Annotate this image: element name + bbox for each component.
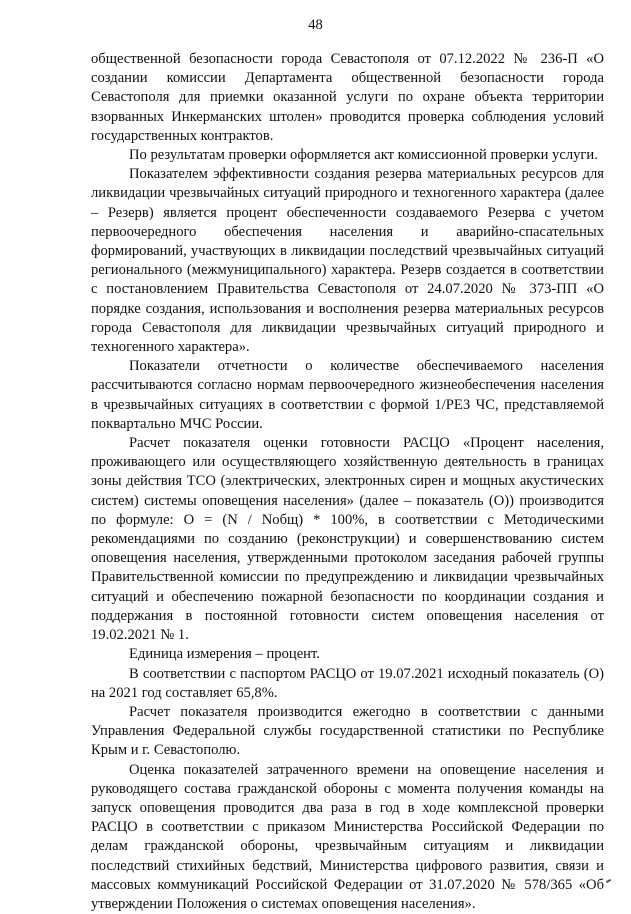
document-body: [91, 50, 604, 914]
paragraph-annual-calculation: Расчет показателя производится ежегодно в соответствии с данными Управления Федеральной службы государственной статистики по Республике Крым и г. Севастополю.: [91, 703, 604, 759]
paragraph-unit-of-measure: Единица измерения – процент.: [129, 646, 320, 663]
paragraph-reporting-indicators: Показатели отчетности о количестве обеспечиваемого населения рассчитываются согласно нормам первоочередного жизнеобеспечения населения в чрезвычайных ситуациях в соответствии с формой 1/РЕЗ ЧС, представляемой поквартально МЧС России.: [91, 358, 604, 432]
scan-mark: [606, 879, 611, 883]
paragraph-warning-time: Оценка показателей затраченного времени на оповещение населения и руководящего состава гражданской обороны с момента получения команды на запуск оповещения проводится два раза в год в ходе комплексной проверки РАСЦО в соответствии с приказом Министерства Российской Федерации по делам гражданской обороны, чрезвычайным ситуациям и ликвидации последствий стихийных бедствий, Министерства цифрового развития, связи и массовых коммуникаций Российской Федерации от 31.07.2020 № 578/365 «Об утверждении Положения о системах оповещения населения».: [91, 761, 604, 912]
paragraph-inspection-act: По результатам проверки оформляется акт комиссионной проверки услуги.: [129, 147, 598, 164]
paragraph-rasco-calculation: Расчет показателя оценки готовности РАСЦО «Процент населения, проживающего или осуществляющего хозяйственную деятельность в границах зоны действия ТСО (электрических, электронных сирен и мощных акустических систем) системы оповещения населения» (далее – показатель (О)) производится по формуле: О = (N / Nобщ) * 100%, в соответствии с Методическими рекомендациями по созданию (реконструкции) и совершенствованию систем оповещения населения, утвержденными протоколом заседания рабочей группы Правительственной комиссии по предупреждению и ликвидации чрезвычайных ситуаций и обеспечению пожарной безопасности по координации создания и поддержания в постоянной готовности систем оповещения населения от 19.02.2021 № 1.: [91, 435, 604, 644]
paragraph-reserve-indicator: Показателем эффективности создания резерва материальных ресурсов для ликвидации чрезвычайных ситуаций природного и техногенного характера (далее – Резерв) является процент обеспеченности создаваемого Резерва с учетом первоочередного обеспечения населения и аварийно-спасательных формирований, участвующих в ликвидации последствий чрезвычайных ситуаций регионального (межмуниципального) характера. Резерв создается в соответствии с постановлением Правительства Севастополя от 24.07.2020 № 373-ПП «О порядке создания, использования и восполнения резерва материальных ресурсов города Севастополя для ликвидации чрезвычайных ситуаций природного и техногенного характера».: [91, 166, 604, 356]
paragraph-continuation: общественной безопасности города Севастополя от 07.12.2022 № 236-П «О создании комиссии Департамента общественной безопасности города Севастополя для приемки оказанной услуги по охране объекта территории взорванных Инкерманских штолен» проводится проверка соблюдения условий государственных контрактов.: [91, 51, 604, 144]
paragraph-baseline-value: В соответствии с паспортом РАСЦО от 19.07.2021 исходный показатель (О) на 2021 год составляет 65,8%.: [91, 665, 604, 701]
page-number: 48: [308, 17, 323, 33]
